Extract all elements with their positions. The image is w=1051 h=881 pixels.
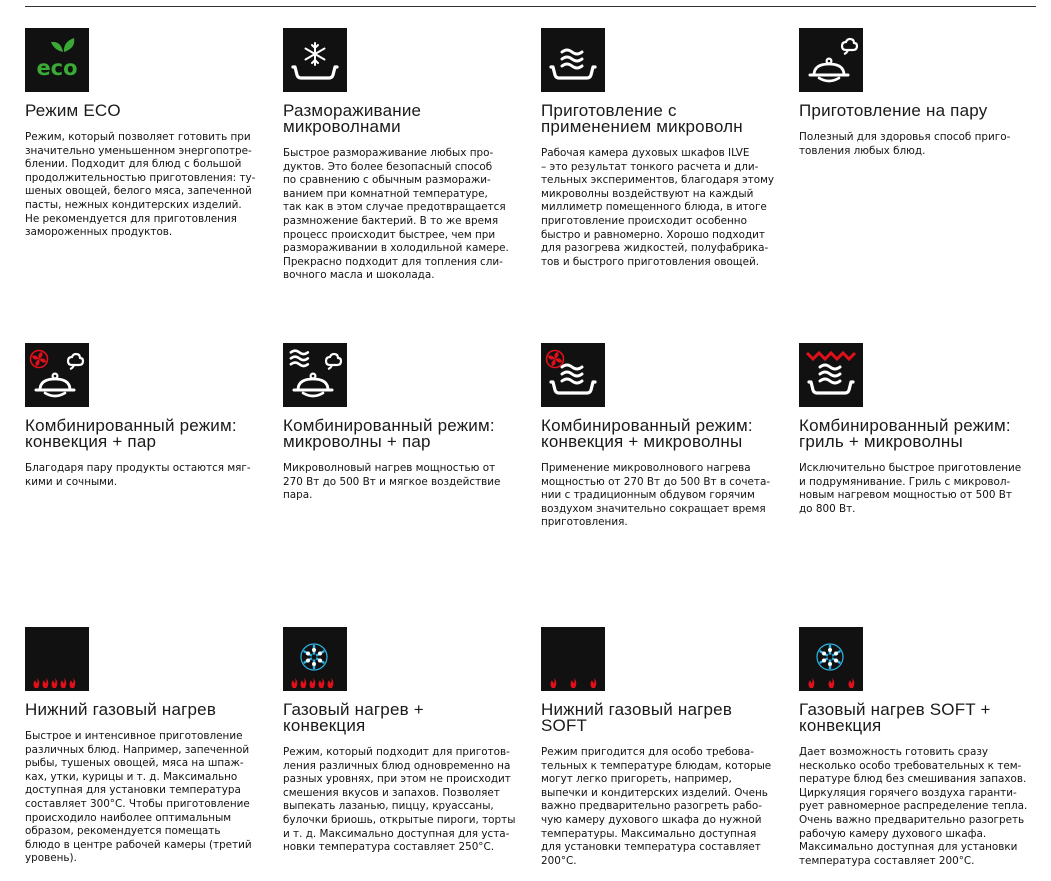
defrost-microwave-icon — [283, 28, 347, 92]
mode-title: Газовый нагрев + конвекция — [283, 700, 424, 735]
mode-title: Приготовление с применением микроволн — [541, 101, 743, 136]
mode-card-defrost — [283, 28, 528, 283]
mode-description: Режим, который подходит для приготов- ления различных блюд одновременно на разных уровнях, при этом не происходит смешения вкусов и запахов. Позволяет выпекать лазанью, пиццу, круассаны, булочки бриошь, открытые пироги, торты и т. д. Максимально доступная для уста- новки температура составляет 250°C. — [283, 746, 516, 854]
mode-title: Газовый нагрев SOFT + конвекция — [799, 700, 991, 735]
svg-text:eco: eco — [36, 56, 78, 80]
mode-card-bottom-gas-soft — [541, 627, 786, 868]
mode-card-gas-soft-convection — [799, 627, 1044, 868]
mode-card-microwave-steam — [283, 343, 528, 503]
mode-description: Микроволновый нагрев мощностью от 270 Вт до 500 Вт и мягкое воздействие пара. — [283, 462, 501, 502]
mode-card-steam — [799, 28, 1044, 158]
convection-steam-icon — [25, 343, 89, 407]
gas-soft-convection-icon — [799, 627, 863, 691]
top-divider — [25, 6, 1036, 7]
mode-description: Исключительно быстрое приготовление и подрумянивание. Гриль с микровол- новым нагревом мощностью от 500 Вт до 800 Вт. — [799, 462, 1022, 515]
mode-card-gas-convection — [283, 627, 528, 855]
mode-title: Размораживание микроволнами — [283, 101, 422, 136]
mode-title: Нижний газовый нагрев — [25, 700, 217, 719]
mode-title: Приготовление на пару — [799, 101, 988, 120]
mode-description: Благодаря пару продукты остаются мяг- кими и сочными. — [25, 462, 251, 488]
mode-card-convection-microwave — [541, 343, 786, 530]
mode-title: Режим ECO — [25, 101, 121, 120]
mode-card-grill-microwave — [799, 343, 1044, 516]
microwave-steam-icon — [283, 343, 347, 407]
mode-card-microwave — [541, 28, 786, 269]
mode-description: Быстрое размораживание любых про- дуктов. Это более безопасный способ по сравнению с обычным разморажи- ванием при комнатной температуре, так как в этом случае предотвращается размножение бактерий. В то же время процесс происходит быстрее, чем при размораживании в холодильной камере. Прекрасно подходит для топления сли- вочного масла и шоколада. — [283, 147, 509, 282]
mode-description: Режим, который позволяет готовить при значительно уменьшенном энергопотре- блении. Подходит для блюд с большой продолжительностью приготовления: ту- шеных овощей, белого мяса, запеченной пасты, нежных кондитерских изделий. Не рекомендуется для приготовления замороженных продуктов. — [25, 131, 256, 239]
mode-title: Нижний газовый нагрев SOFT — [541, 700, 733, 735]
mode-title: Комбинированный режим: гриль + микроволны — [799, 416, 1011, 451]
mode-description: Применение микроволнового нагрева мощностью от 270 Вт до 500 Вт в сочета- нии с традиционным обдувом горячим воздухом значительно сокращает время приготовления. — [541, 462, 771, 529]
mode-description: Рабочая камера духовых шкафов ILVE – это результат тонкого расчета и дли- тельных экспериментов, благодаря этому микроволны воздействуют на каждый миллиметр помещенного блюда, в итоге приготовление происходит особенно быстро и равномерно. Хорошо подходит для разогрева жидкостей, полуфабрика- тов и быстрого приготовления овощей. — [541, 147, 775, 268]
mode-description: Полезный для здоровья способ приго- товления любых блюд. — [799, 131, 1011, 157]
eco-icon — [25, 28, 89, 92]
bottom-gas-soft-icon — [541, 627, 605, 691]
mode-title: Комбинированный режим: конвекция + микроволны — [541, 416, 753, 451]
mode-description: Режим пригодится для особо требова- тельных к температуре блюдам, которые могут легко пригореть, например, выпечки и кондитерских изделий. Очень важно предварительно разогреть рабо- чую камеру духового шкафа до нужной температуры. Максимально доступная для установки температура составляет 200°C. — [541, 746, 772, 867]
mode-card-convection-steam — [25, 343, 270, 489]
grill-microwave-icon — [799, 343, 863, 407]
mode-title: Комбинированный режим: конвекция + пар — [25, 416, 237, 451]
microwave-icon — [541, 28, 605, 92]
mode-description: Дает возможность готовить сразу несколько особо требовательных к тем- пературе блюд без смешивания запахов. Циркуляция горячего воздуха гаранти- рует равномерное распределение тепла. Очень важно предварительно разогреть рабочую камеру духового шкафа. Максимально доступная для установки температура составляет 200°C. — [799, 746, 1028, 867]
steam-icon — [799, 28, 863, 92]
bottom-gas-icon — [25, 627, 89, 691]
mode-title: Комбинированный режим: микроволны + пар — [283, 416, 495, 451]
mode-description: Быстрое и интенсивное приготовление различных блюд. Например, запеченной рыбы, тушеных овощей, мяса на шпаж- ках, утки, курицы и т. д. Максимально доступная для установки температура составляет 300°C. Чтобы приготовление происходило наиболее оптимальным образом, рекомендуется помещать блюдо в центре рабочей камеры (третий уровень). — [25, 730, 252, 865]
mode-card-eco — [25, 28, 270, 240]
gas-convection-icon — [283, 627, 347, 691]
mode-card-bottom-gas — [25, 627, 270, 866]
convection-microwave-icon — [541, 343, 605, 407]
